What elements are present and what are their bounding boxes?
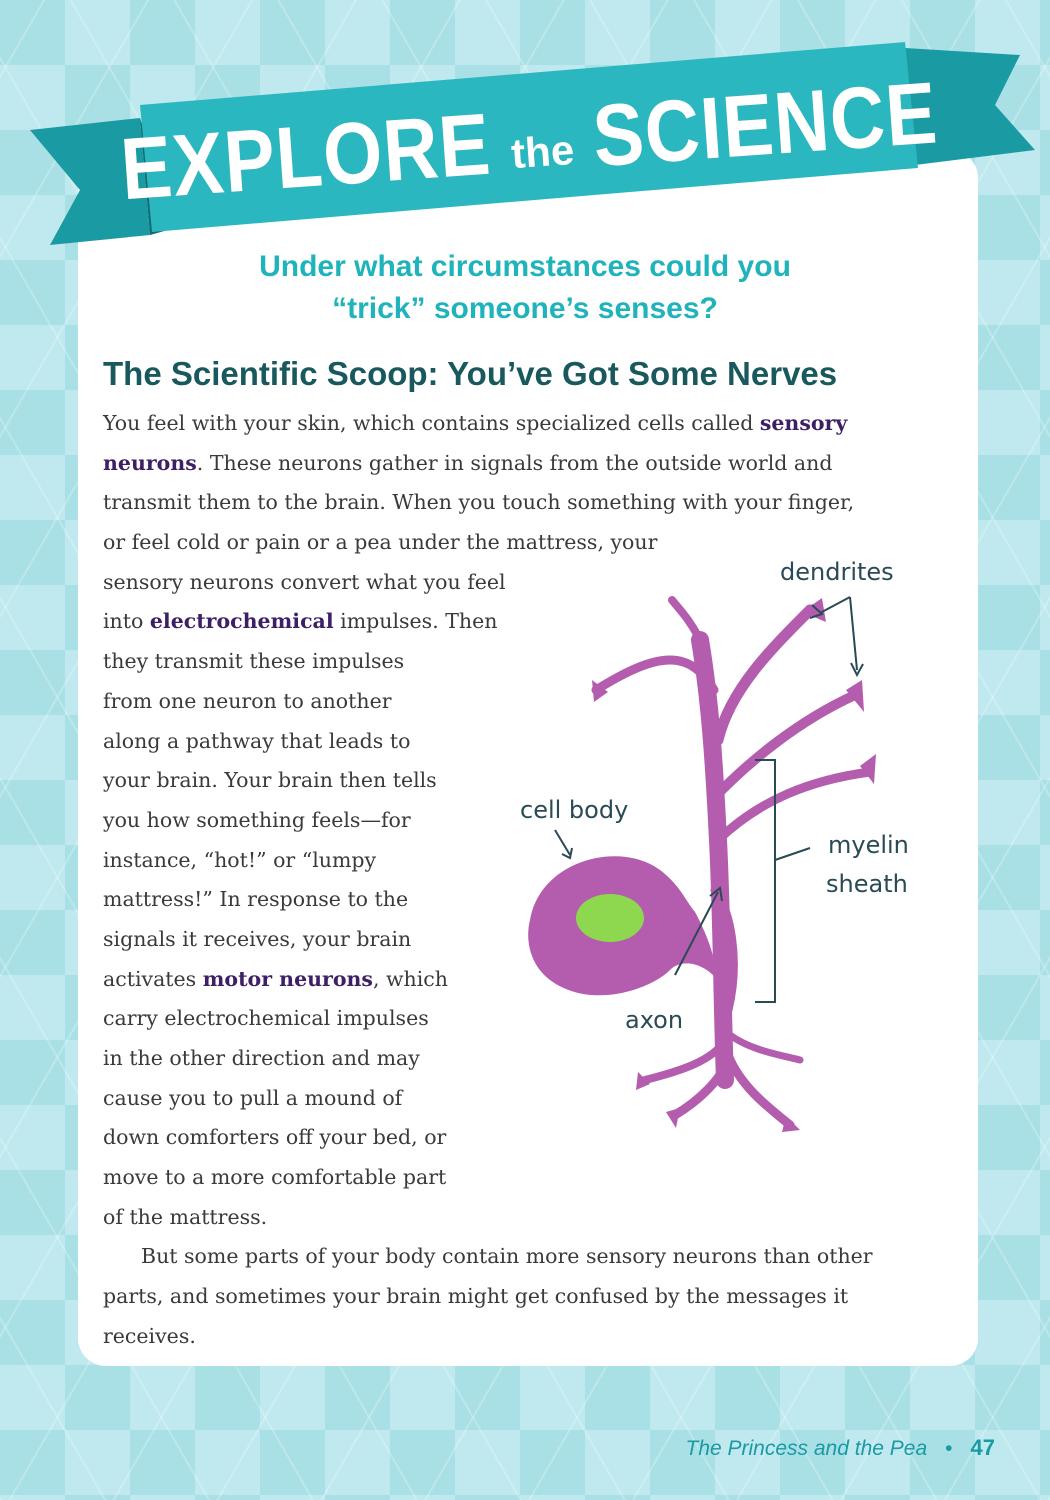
label-cell-body: cell body — [520, 796, 629, 824]
term-electrochemical: electrochemical — [149, 609, 334, 634]
body-line: cause you to pull a mound of — [103, 1085, 403, 1110]
banner-word-science: SCIENCE — [589, 64, 941, 186]
body-line: receives. — [103, 1323, 196, 1348]
page-number: 47 — [970, 1435, 995, 1460]
body-line: You feel with your skin, which contains specialized cells called sensory — [103, 411, 848, 435]
body-line: they transmit these impulses — [103, 649, 405, 674]
footer-separator: • — [945, 1437, 953, 1460]
body-line: carry electrochemical impulses — [103, 1006, 429, 1031]
cell-body — [528, 856, 718, 995]
body-line: along a pathway that leads to — [103, 728, 411, 753]
body-line: or feel cold or pain or a pea under the mattress, your — [103, 530, 658, 555]
question-line-1: Under what circumstances could you — [259, 250, 791, 283]
body-line: signals it receives, your brain — [103, 926, 412, 951]
label-myelin: myelin — [828, 831, 909, 859]
body-line: move to a more comfortable part — [103, 1165, 447, 1190]
body-line: neurons. These neurons gather in signals from the outside world and — [103, 450, 833, 475]
body-line: activates motor neurons, which — [103, 966, 448, 991]
body-line: from one neuron to another — [103, 688, 392, 713]
book-title: The Princess and the Pea — [685, 1437, 928, 1460]
body-line: your brain. Your brain then tells — [103, 768, 437, 793]
body-line: down comforters off your bed, or — [103, 1125, 447, 1150]
page-footer — [686, 1435, 996, 1461]
body-line: in the other direction and may — [103, 1046, 420, 1070]
question-line-2: “trick” someone’s senses? — [332, 292, 718, 325]
term-neurons: neurons — [103, 450, 197, 475]
banner-word-explore: EXPLORE — [117, 95, 494, 219]
nucleus — [576, 894, 644, 942]
label-axon: axon — [625, 1006, 684, 1034]
body-line: you how something feels—for — [103, 807, 411, 832]
body-line: transmit them to the brain. When you touch something with your finger, — [103, 490, 855, 515]
body-line: sensory neurons convert what you feel — [103, 569, 506, 594]
body-line: of the mattress. — [103, 1204, 268, 1229]
body-line: into electrochemical impulses. Then — [103, 609, 498, 634]
label-dendrites: dendrites — [780, 558, 894, 586]
body-line: instance, “hot!” or “lumpy — [103, 847, 377, 872]
neuron-diagram — [500, 540, 970, 1160]
body-line: parts, and sometimes your brain might get confused by the messages it — [103, 1284, 849, 1309]
guiding-question — [80, 246, 970, 330]
body-line: mattress!” In response to the — [103, 887, 409, 912]
body-line: But some parts of your body contain more sensory neurons than other — [141, 1244, 873, 1269]
banner-word-the: the — [509, 125, 576, 178]
label-sheath: sheath — [826, 870, 908, 898]
term-motor-neurons: motor neurons — [202, 966, 373, 991]
term-sensory: sensory — [759, 411, 848, 435]
section-heading: The Scientific Scoop: You’ve Got Some Nerves — [103, 355, 838, 392]
